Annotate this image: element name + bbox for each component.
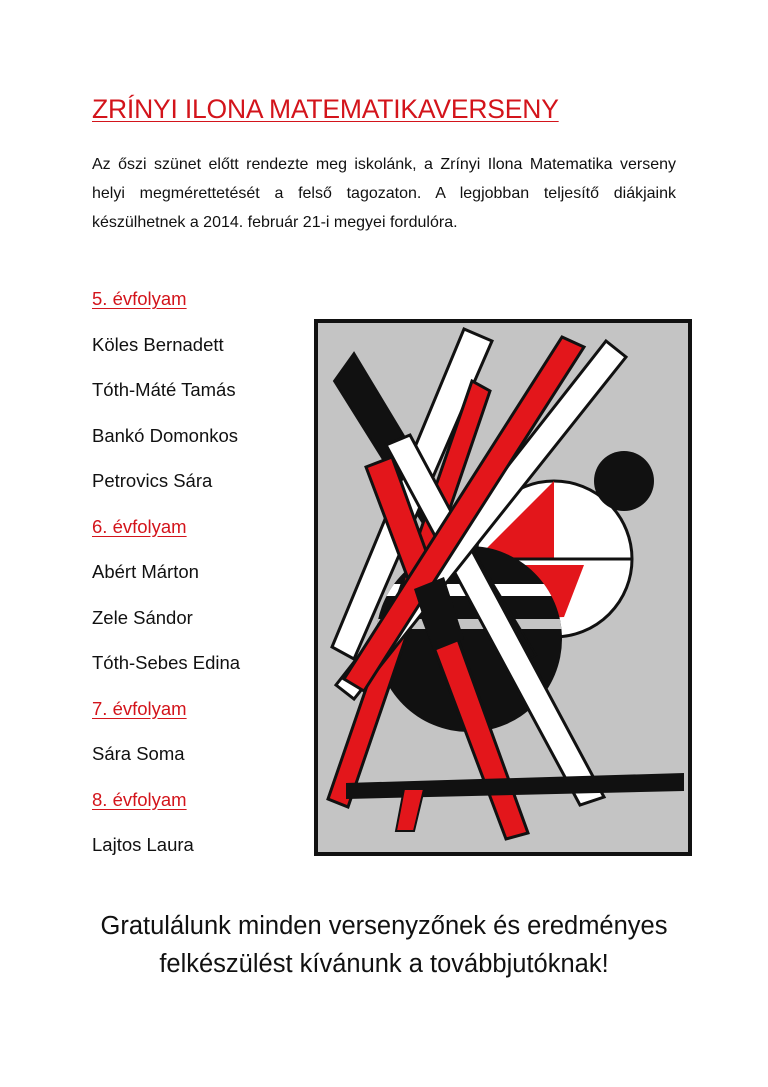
small-black-circle xyxy=(594,451,654,511)
student-name: Zele Sándor xyxy=(92,606,193,628)
grade-heading: 7. évfolyam xyxy=(92,697,187,719)
intro-paragraph: Az őszi szünet előtt rendezte meg iskolánk, a Zrínyi Ilona Matematika verseny helyi megmérettetését a felső tagozaton. A legjobban teljesítő diákjaink készülhetnek a 2014. február 21-i megyei fordulóra. xyxy=(92,156,676,231)
student-name: Sára Soma xyxy=(92,743,185,764)
grade-heading: 5. évfolyam xyxy=(92,288,187,309)
student-name: Tóth-Sebes Edina xyxy=(92,652,241,673)
grade-heading: 8. évfolyam xyxy=(92,788,187,810)
student-name: Bankó Domonkos xyxy=(92,424,239,446)
grade-heading: 6. évfolyam xyxy=(92,515,187,537)
page-title: ZRÍNYI ILONA MATEMATIKAVERSENY xyxy=(92,94,559,124)
closing-message xyxy=(60,907,708,983)
results-list xyxy=(92,285,302,877)
student-name: Tóth-Máté Tamás xyxy=(92,379,236,400)
student-name: Lajtos Laura xyxy=(92,834,194,855)
closing-line-1: Gratulálunk minden versenyzőnek és eredményes xyxy=(100,912,668,940)
student-name: Petrovics Sára xyxy=(92,470,213,491)
student-name: Köles Bernadett xyxy=(92,333,224,355)
closing-line-2: felkészülést kívánunk a továbbjutóknak! xyxy=(159,950,609,978)
student-name: Abért Márton xyxy=(92,561,199,582)
abstract-artwork-image xyxy=(314,319,692,856)
